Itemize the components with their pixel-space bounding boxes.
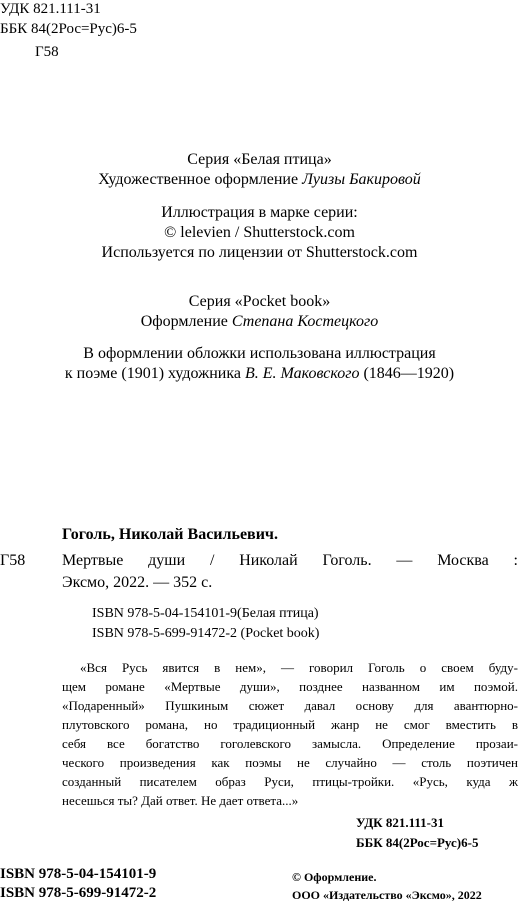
credits-block-1 [0, 150, 519, 190]
record-title-line-1: Мертвые души / Николай Гоголь. — Москва : [62, 552, 518, 569]
record-isbn-1: ISBN 978-5-04-154101-9(Белая птица) [92, 606, 319, 621]
cover-line-2: к поэме (1901) художника В. Е. Маковского (1846—1920) [64, 365, 455, 382]
pocket-design-credit: Оформление Степана Костецкого [140, 313, 379, 330]
series-pocket: Серия «Pocket book» [188, 293, 331, 310]
record-sign: Г58 [0, 552, 26, 569]
cover-credit [0, 344, 519, 384]
annotation-line: себя все богатство гоголевского замысла. Определение прозаи- [62, 736, 518, 751]
record-isbn-2: ISBN 978-5-699-91472-2 (Pocket book) [92, 626, 320, 641]
bbk-top: ББК 84(2Рос=Рус)6-5 [0, 21, 137, 37]
record-author: Гоголь, Николай Васильевич. [62, 526, 278, 543]
illustration-label: Иллюстрация в марке серии: [161, 204, 358, 221]
credits-block-2 [0, 203, 519, 263]
bbk-bottom: ББК 84(2Рос=Рус)6-5 [356, 835, 479, 850]
design-credit: Художественное оформление Луизы Бакировой [98, 171, 421, 188]
annotation-line: плутовского романа, но традиционный жанр не смог вместить в [62, 717, 518, 732]
author-sign-top: Г58 [35, 44, 59, 60]
cover-line-1: В оформлении обложки использована иллюстрация [83, 345, 436, 362]
annotation-line: ческого произведения как поэмы не случайно — столь поэтичен [62, 755, 518, 770]
illustration-credit: © lelevien / Shutterstock.com [164, 224, 355, 241]
isbn-bottom-2: ISBN 978-5-699-91472-2 [0, 885, 157, 901]
udk-bottom: УДК 821.111-31 [356, 815, 444, 830]
annotation-line: «Вся Русь явится в нем», — говорил Гоголь о своем буду- [80, 660, 518, 675]
annotation-line: щем романе «Мертвые души», позднее названном им поэмой. [62, 679, 518, 694]
annotation-line: несешься ты? Дай ответ. Не дает ответа...» [62, 793, 299, 808]
copyright-design: © Оформление. [292, 870, 377, 884]
credits-block-3 [0, 292, 519, 332]
license-line: Используется по лицензии от Shutterstock.com [101, 244, 418, 261]
record-title-line-2: Эксмо, 2022. — 352 с. [62, 574, 213, 591]
annotation-line: «Подаренный» Пушкиным сюжет давал основу для авантюрно- [62, 698, 518, 713]
annotation [62, 658, 518, 810]
udk-top: УДК 821.111-31 [0, 1, 101, 17]
annotation-line: созданный писателем образ Руси, птицы-тройки. «Русь, куда ж [62, 774, 518, 789]
series-white-bird: Серия «Белая птица» [187, 151, 332, 168]
isbn-bottom-1: ISBN 978-5-04-154101-9 [0, 866, 157, 882]
copyright-publisher: ООО «Издательство «Эксмо», 2022 [292, 888, 482, 902]
